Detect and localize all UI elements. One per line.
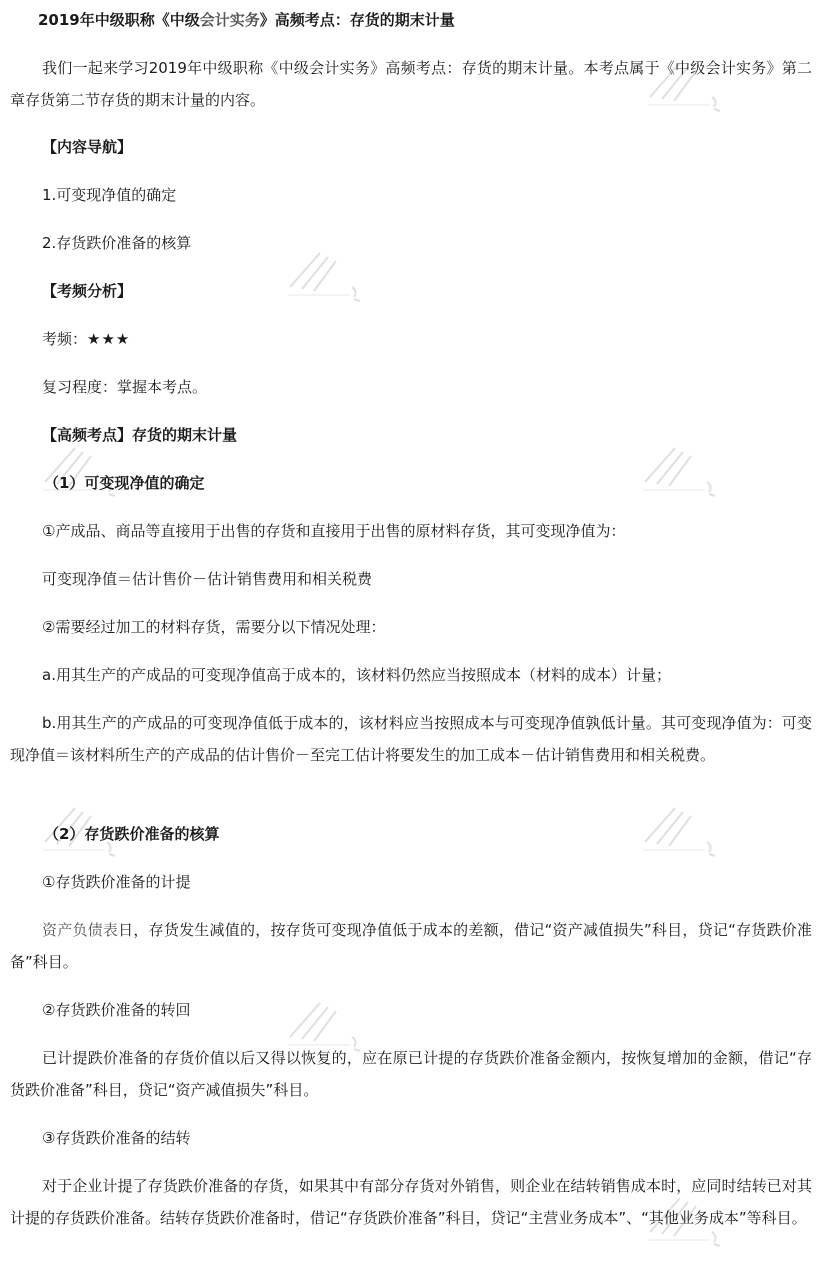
s2-item3-heading: ③存货跌价准备的结转 <box>42 1129 191 1147</box>
s1-case-b: b.用其生产的产成品的可变现净值低于成本的，该材料应当按照成本与可变现净值孰低计量。其可变现净值为：可变现净值＝该材料所生产的产成品的估计售价－至完工估计将要发生的加工成本－估计销售费用和相关税费。 <box>10 714 812 764</box>
title-link-accounting[interactable]: 会计实务 <box>199 11 260 29</box>
balance-sheet-link[interactable]: 资产负债表 <box>42 921 119 939</box>
s2-item2-heading: ②存货跌价准备的转回 <box>42 1001 191 1019</box>
s1-item1: ①产成品、商品等直接用于出售的存货和直接用于出售的原材料存货，其可变现净值为： <box>42 522 626 540</box>
title-prefix: 2019年中级职称《中级 <box>38 11 200 29</box>
frequency-line <box>10 323 822 355</box>
s2-item2-body: 已计提跌价准备的存货价值以后又得以恢复的，应在原已计提的存货跌价准备金额内，按恢复增加的金额，借记“存货跌价准备”科目，贷记“资产减值损失”科目。 <box>10 1049 812 1099</box>
frequency-stars-icon: ★★★ <box>87 330 131 348</box>
section1-heading: （1）可变现净值的确定 <box>44 474 205 492</box>
s1-item2: ②需要经过加工的材料存货，需要分以下情况处理： <box>42 618 386 636</box>
title-suffix: 》高频考点：存货的期末计量 <box>259 11 455 29</box>
analysis-heading: 【考频分析】 <box>42 282 133 300</box>
s1-formula: 可变现净值＝估计售价－估计销售费用和相关税费 <box>42 570 373 588</box>
s2-item1-heading: ①存货跌价准备的计提 <box>42 873 191 891</box>
nav-heading: 【内容导航】 <box>42 138 133 156</box>
intro-paragraph: 我们一起来学习2019年中级职称《中级会计实务》高频考点：存货的期末计量。本考点属于《中级会计实务》第二章存货第二节存货的期末计量的内容。 <box>10 59 812 109</box>
review-level: 复习程度：掌握本考点。 <box>42 378 208 396</box>
topic-heading: 【高频考点】存货的期末计量 <box>42 426 238 444</box>
s2-item1-text: 日，存货发生减值的，按存货可变现净值低于成本的差额，借记“资产减值损失”科目，贷记“存货跌价准备”科目。 <box>10 921 812 971</box>
s2-item1-body <box>10 914 812 978</box>
frequency-label: 考频： <box>42 330 88 348</box>
s1-case-a: a.用其生产的产成品的可变现净值高于成本的，该材料仍然应当按照成本（材料的成本）计量； <box>42 666 671 684</box>
article-title <box>38 4 822 36</box>
section2-heading: （2）存货跌价准备的核算 <box>44 825 220 843</box>
nav-item-impairment-provision: 2.存货跌价准备的核算 <box>42 234 192 252</box>
s2-item3-body: 对于企业计提了存货跌价准备的存货，如果其中有部分存货对外销售，则企业在结转销售成本时，应同时结转已对其计提的存货跌价准备。结转存货跌价准备时，借记“存货跌价准备”科目，贷记“主营业务成本”、“其他业务成本”等科目。 <box>10 1177 812 1227</box>
nav-item-net-realizable-value: 1.可变现净值的确定 <box>42 186 177 204</box>
